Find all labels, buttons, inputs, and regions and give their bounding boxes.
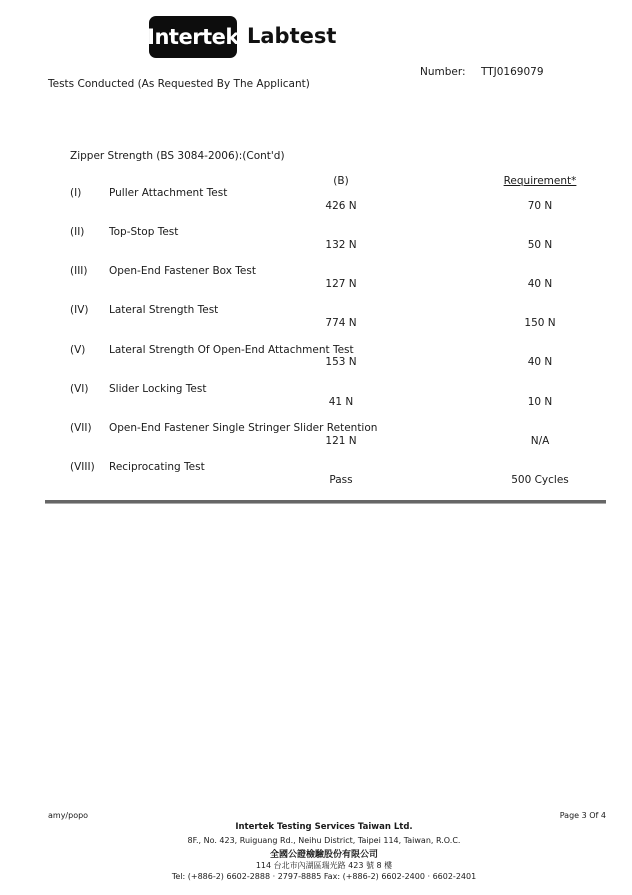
row-number: (III) <box>70 265 88 277</box>
tests-conducted-heading: Tests Conducted (As Requested By The Applicant) <box>48 78 310 90</box>
footer-company-chinese: 全國公證檢驗股份有限公司 <box>269 850 379 860</box>
row-requirement: 50 N <box>527 239 553 251</box>
row-result: 774 N <box>325 317 357 329</box>
preparer-initials: amy/popo <box>48 811 89 820</box>
row-number: (VII) <box>70 422 92 434</box>
row-test-name: Open-End Fastener Single Stringer Slider Retention <box>109 422 378 434</box>
row-number: (II) <box>70 226 85 238</box>
row-requirement: N/A <box>530 435 550 447</box>
row-result: 41 N <box>328 396 354 408</box>
row-result: 121 N <box>325 435 357 447</box>
row-result: Pass <box>329 474 353 486</box>
row-test-name: Puller Attachment Test <box>109 187 228 199</box>
footer-address-chinese: 114 台北市內湖區瑞光路 423 號 8 樓 <box>255 861 393 870</box>
logo-suffix: Labtest <box>247 24 337 48</box>
column-b-header: (B) <box>333 175 349 187</box>
row-result: 132 N <box>325 239 357 251</box>
row-result: 127 N <box>325 278 357 290</box>
row-requirement: 40 N <box>527 278 553 290</box>
row-test-name: Slider Locking Test <box>109 383 207 395</box>
row-number: (I) <box>70 187 82 199</box>
row-test-name: Open-End Fastener Box Test <box>109 265 256 277</box>
row-test-name: Lateral Strength Of Open-End Attachment Test <box>109 344 354 356</box>
row-requirement: 10 N <box>527 396 553 408</box>
row-result: 426 N <box>325 200 357 212</box>
section-divider <box>45 500 606 504</box>
intertek-logo <box>149 16 237 58</box>
logo-brand: Intertek <box>147 25 239 49</box>
report-number: TTJ0169079 <box>481 66 544 78</box>
requirement-header: Requirement* <box>503 175 577 187</box>
row-requirement: 500 Cycles <box>511 474 569 486</box>
row-result: 153 N <box>325 356 357 368</box>
row-requirement: 40 N <box>527 356 553 368</box>
footer-address: 8F., No. 423, Ruiguang Rd., Neihu District, Taipei 114, Taiwan, R.O.C. <box>187 836 461 845</box>
row-number: (IV) <box>70 304 89 316</box>
row-requirement: 70 N <box>527 200 553 212</box>
row-test-name: Lateral Strength Test <box>109 304 219 316</box>
row-test-name: Top-Stop Test <box>109 226 179 238</box>
row-number: (V) <box>70 344 86 356</box>
footer-contact: Tel: (+886-2) 6602-2888 · 2797-8885 Fax: (+886-2) 6602-2400 · 6602-2401 <box>171 872 477 881</box>
row-requirement: 150 N <box>524 317 556 329</box>
number-label: Number: <box>420 66 466 78</box>
row-number: (VI) <box>70 383 89 395</box>
row-test-name: Reciprocating Test <box>109 461 205 473</box>
row-number: (VIII) <box>70 461 95 473</box>
section-title: Zipper Strength (BS 3084-2006):(Cont'd) <box>70 150 285 162</box>
footer-company: Intertek Testing Services Taiwan Ltd. <box>235 822 413 832</box>
page-number: Page 3 Of 4 <box>559 811 606 820</box>
